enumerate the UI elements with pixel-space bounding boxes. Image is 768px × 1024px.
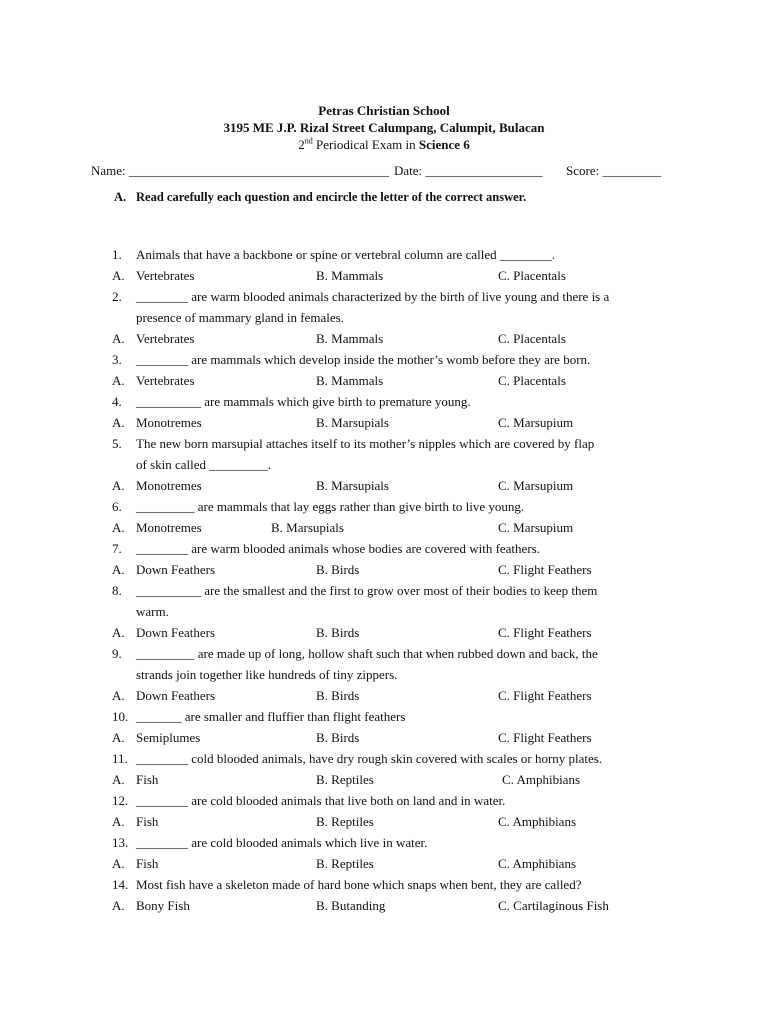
question-text: ________ are cold blooded animals which live in water. — [136, 835, 428, 850]
question-text-row — [112, 538, 682, 559]
question-text-continuation — [112, 454, 682, 475]
option-c[interactable]: C. Flight Feathers — [498, 625, 592, 640]
option-b[interactable]: B. Reptiles — [316, 856, 374, 871]
question-text: presence of mammary gland in females. — [136, 310, 344, 325]
option-a[interactable]: Fish — [136, 856, 159, 871]
option-a[interactable]: Fish — [136, 814, 159, 829]
answer-options-row — [112, 685, 682, 706]
answer-options-row — [112, 769, 682, 790]
option-b[interactable]: B. Birds — [316, 688, 360, 703]
option-c[interactable]: C. Placentals — [498, 268, 566, 283]
answer-options-row — [112, 265, 682, 286]
question-number: 4. — [112, 394, 122, 409]
question-text-row — [112, 874, 682, 895]
option-a-letter: A. — [112, 814, 125, 829]
instruction-text: Read carefully each question and encircle the letter of the correct answer. — [136, 190, 527, 204]
question-text-row — [112, 748, 682, 769]
option-b[interactable]: B. Marsupials — [316, 415, 389, 430]
question-number: 2. — [112, 289, 122, 304]
question-number: 6. — [112, 499, 122, 514]
exam-title: 2nd Periodical Exam in Science 6 — [298, 136, 470, 152]
option-a[interactable]: Bony Fish — [136, 898, 190, 913]
question-text: __________ are mammals which give birth to premature young. — [136, 394, 471, 409]
question-text-row — [112, 706, 682, 727]
name-field[interactable]: Name: ________________________________________ — [91, 163, 389, 178]
question-number: 8. — [112, 583, 122, 598]
school-name: Petras Christian School — [318, 103, 450, 118]
answer-options-row — [112, 895, 682, 916]
question-text: ________ are mammals which develop inside the mother’s womb before they are born. — [136, 352, 591, 367]
option-b[interactable]: B. Butanding — [316, 898, 386, 913]
question-text: ________ cold blooded animals, have dry rough skin covered with scales or horny plates. — [136, 751, 603, 766]
option-a[interactable]: Down Feathers — [136, 625, 216, 640]
option-c[interactable]: C. Cartilaginous Fish — [498, 898, 609, 913]
option-c[interactable]: C. Flight Feathers — [498, 688, 592, 703]
option-a-letter: A. — [112, 730, 125, 745]
school-address: 3195 ME J.P. Rizal Street Calumpang, Calumpit, Bulacan — [223, 120, 545, 135]
instruction — [114, 190, 526, 205]
question-number: 1. — [112, 247, 122, 262]
question-number: 10. — [112, 709, 129, 724]
option-a-letter: A. — [112, 688, 125, 703]
option-b[interactable]: B. Mammals — [316, 268, 384, 283]
option-a-letter: A. — [112, 625, 125, 640]
option-c[interactable]: C. Placentals — [498, 331, 566, 346]
option-a-letter: A. — [112, 856, 125, 871]
question-text: of skin called _________. — [136, 457, 272, 472]
option-c[interactable]: C. Marsupium — [498, 520, 574, 535]
answer-options-row — [112, 517, 682, 538]
option-c[interactable]: C. Amphibians — [502, 772, 581, 787]
question-text-continuation — [112, 664, 682, 685]
answer-options-row — [112, 622, 682, 643]
answer-options-row — [112, 727, 682, 748]
option-a-letter: A. — [112, 562, 125, 577]
question-number: 3. — [112, 352, 122, 367]
option-b[interactable]: B. Reptiles — [316, 772, 374, 787]
question-text-row — [112, 580, 682, 601]
question-text-row — [112, 643, 682, 664]
option-a[interactable]: Monotremes — [136, 478, 202, 493]
option-b[interactable]: B. Marsupials — [271, 520, 344, 535]
option-a-letter: A. — [112, 331, 125, 346]
question-text: ________ are warm blooded animals whose bodies are covered with feathers. — [136, 541, 540, 556]
question-text: ________ are warm blooded animals characterized by the birth of live young and there is a — [136, 289, 610, 304]
option-a[interactable]: Vertebrates — [136, 331, 195, 346]
question-text-row — [112, 790, 682, 811]
question-number: 13. — [112, 835, 129, 850]
answer-options-row — [112, 559, 682, 580]
option-a[interactable]: Vertebrates — [136, 373, 195, 388]
option-a-letter: A. — [112, 415, 125, 430]
option-b[interactable]: B. Mammals — [316, 331, 384, 346]
option-a[interactable]: Monotremes — [136, 520, 202, 535]
option-a-letter: A. — [112, 478, 125, 493]
option-a[interactable]: Monotremes — [136, 415, 202, 430]
question-text-row — [112, 286, 682, 307]
option-a-letter: A. — [112, 898, 125, 913]
option-a[interactable]: Down Feathers — [136, 562, 216, 577]
answer-options-row — [112, 328, 682, 349]
option-b[interactable]: B. Marsupials — [316, 478, 389, 493]
question-text-row — [112, 433, 682, 454]
question-text: _________ are mammals that lay eggs rather than give birth to live young. — [136, 499, 525, 514]
exam-header — [0, 102, 768, 153]
question-text-row — [112, 391, 682, 412]
option-c[interactable]: C. Amphibians — [498, 814, 577, 829]
question-number: 5. — [112, 436, 122, 451]
question-text: Most fish have a skeleton made of hard bone which snaps when bent, they are called? — [136, 877, 582, 892]
instruction-label: A. — [114, 190, 127, 204]
answer-options-row — [112, 475, 682, 496]
option-c[interactable]: C. Marsupium — [498, 415, 574, 430]
option-a-letter: A. — [112, 373, 125, 388]
option-b[interactable]: B. Reptiles — [316, 814, 374, 829]
question-list — [112, 244, 682, 916]
question-text: _______ are smaller and fluffier than flight feathers — [136, 709, 406, 724]
question-text-row — [112, 349, 682, 370]
question-text-continuation — [112, 601, 682, 622]
question-text: _________ are made up of long, hollow shaft such that when rubbed down and back, the — [136, 646, 598, 661]
option-a[interactable]: Semiplumes — [136, 730, 201, 745]
answer-options-row — [112, 811, 682, 832]
question-text-continuation — [112, 307, 682, 328]
option-c[interactable]: C. Marsupium — [498, 478, 574, 493]
answer-options-row — [112, 370, 682, 391]
question-text: Animals that have a backbone or spine or vertebral column are called ________. — [136, 247, 556, 262]
option-b[interactable]: B. Mammals — [316, 373, 384, 388]
question-text-row — [112, 244, 682, 265]
question-number: 7. — [112, 541, 122, 556]
option-a[interactable]: Down Feathers — [136, 688, 216, 703]
question-text: ________ are cold blooded animals that live both on land and in water. — [136, 793, 506, 808]
option-b[interactable]: B. Birds — [316, 625, 360, 640]
question-text: strands join together like hundreds of tiny zippers. — [136, 667, 398, 682]
question-number: 11. — [112, 751, 128, 766]
question-text: __________ are the smallest and the first to grow over most of their bodies to keep them — [136, 583, 598, 598]
option-a-letter: A. — [112, 520, 125, 535]
question-text: The new born marsupial attaches itself to its mother’s nipples which are covered by flap — [136, 436, 595, 451]
option-a[interactable]: Fish — [136, 772, 159, 787]
option-b[interactable]: B. Birds — [316, 562, 360, 577]
option-b[interactable]: B. Birds — [316, 730, 360, 745]
option-c[interactable]: C. Amphibians — [498, 856, 577, 871]
option-c[interactable]: C. Flight Feathers — [498, 562, 592, 577]
question-number: 14. — [112, 877, 129, 892]
question-text: warm. — [136, 604, 169, 619]
question-text-row — [112, 496, 682, 517]
option-c[interactable]: C. Flight Feathers — [498, 730, 592, 745]
question-number: 12. — [112, 793, 129, 808]
score-field[interactable]: Score: _________ — [566, 163, 661, 178]
answer-options-row — [112, 853, 682, 874]
question-number: 9. — [112, 646, 122, 661]
answer-options-row — [112, 412, 682, 433]
question-text-row — [112, 832, 682, 853]
option-a[interactable]: Vertebrates — [136, 268, 195, 283]
option-a-letter: A. — [112, 772, 125, 787]
option-c[interactable]: C. Placentals — [498, 373, 566, 388]
date-field[interactable]: Date: __________________ — [394, 163, 543, 178]
option-a-letter: A. — [112, 268, 125, 283]
